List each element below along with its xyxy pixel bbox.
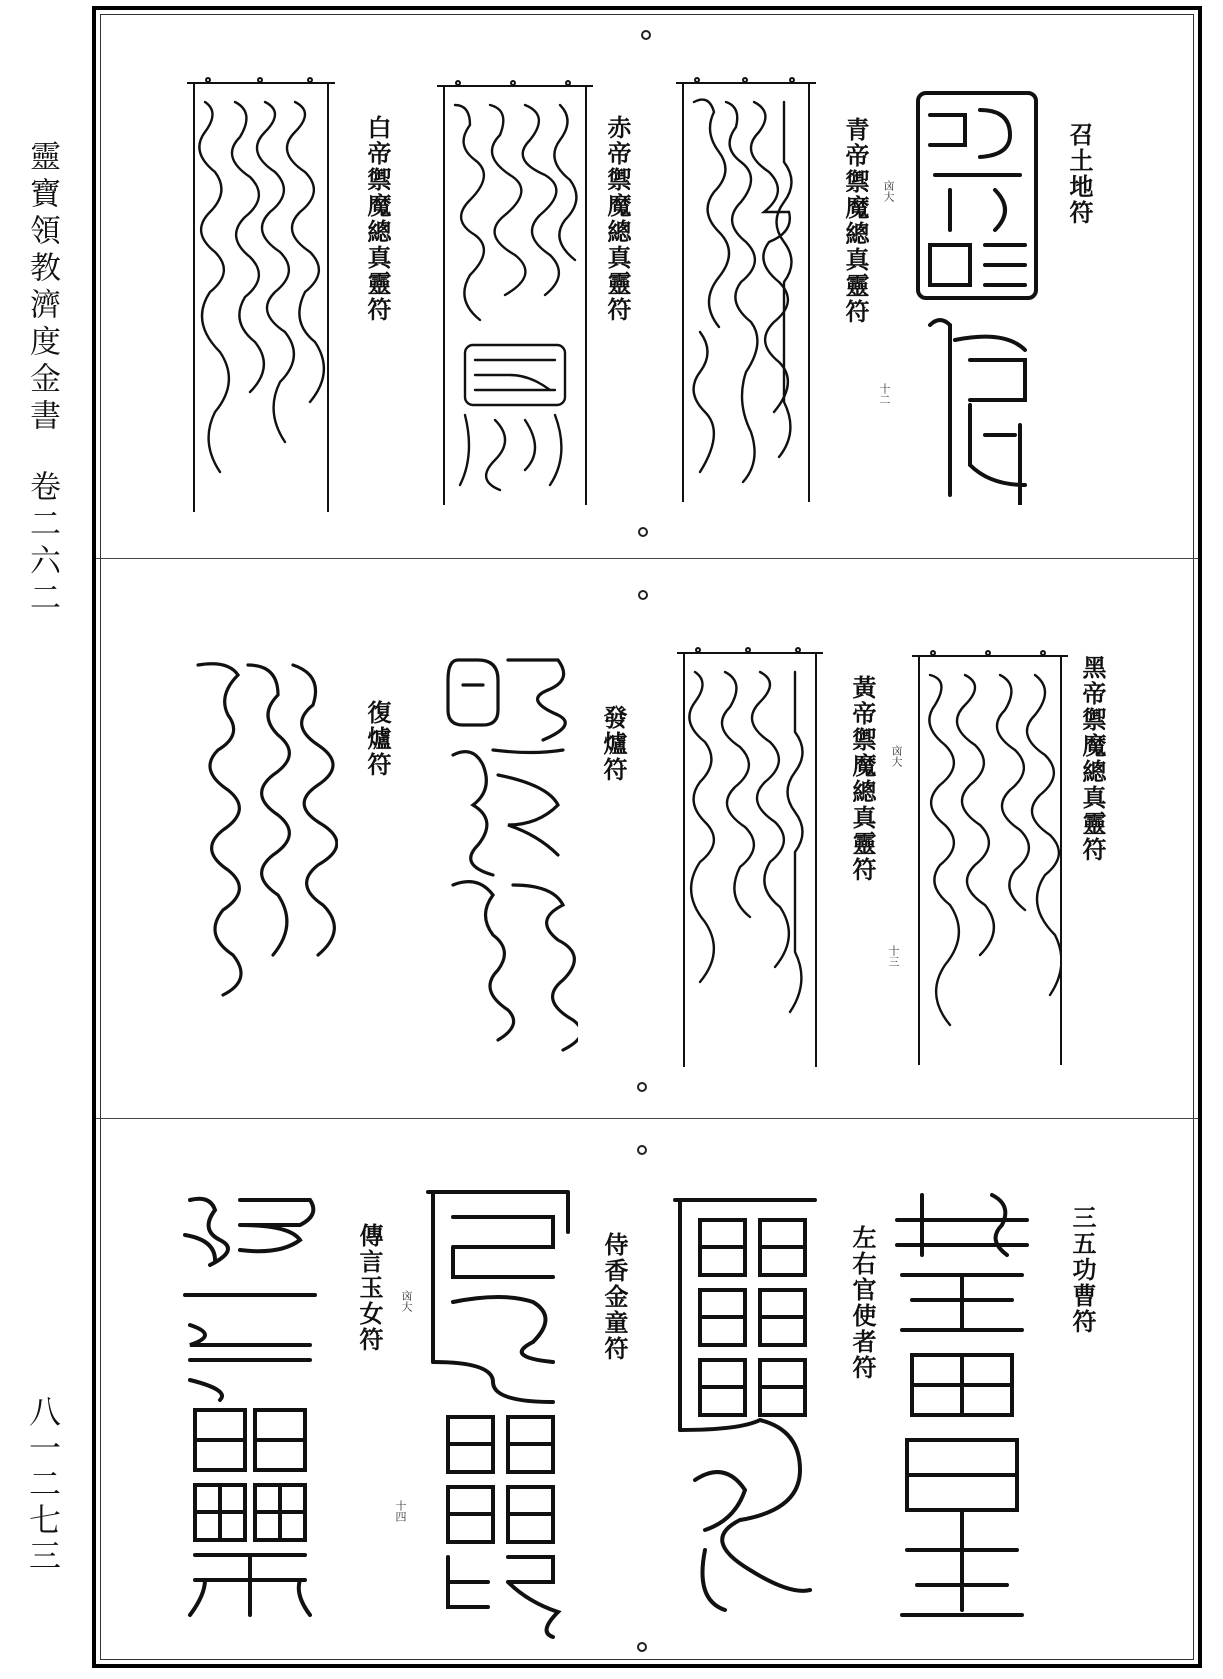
small-mark: 十三: [887, 945, 900, 967]
caption-falu: 發爐符: [599, 705, 628, 783]
small-mark: 㐫大: [882, 180, 895, 202]
talisman-zuoyou: [665, 1190, 825, 1630]
binding-hole: [637, 1642, 647, 1652]
binding-hole: [638, 527, 648, 537]
talisman-falu: [438, 645, 578, 1065]
caption-heidi: 黑帝禦魔總真靈符: [1078, 655, 1107, 863]
binding-hole: [641, 30, 651, 40]
talisman-huangdi: [683, 652, 817, 1067]
caption-qingdi: 青帝禦魔總真靈符: [841, 117, 870, 325]
talisman-baidi: [193, 82, 329, 512]
caption-zuoyou: 左右官使者符: [848, 1225, 877, 1381]
panel-divider: [96, 558, 1198, 559]
talisman-fulu: [188, 645, 338, 1035]
small-mark: 㐫大: [400, 1290, 413, 1312]
book-title-margin: [20, 140, 65, 618]
caption-huangdi: 黃帝禦魔總真靈符: [848, 675, 877, 883]
caption-baidi: 白帝禦魔總真靈符: [363, 115, 392, 323]
volume-label: 卷二六二: [24, 470, 60, 618]
book-title: 靈寶領教濟度金書: [24, 140, 60, 436]
talisman-heidi: [918, 655, 1062, 1065]
binding-hole: [637, 1145, 647, 1155]
caption-zhaotu: 召土地符: [1065, 122, 1094, 226]
talisman-sanwu: [882, 1185, 1042, 1625]
binding-hole: [637, 1082, 647, 1092]
caption-sanwu: 三五功曹符: [1068, 1205, 1097, 1335]
small-mark: 十二: [878, 383, 891, 405]
talisman-chidi: [443, 85, 587, 505]
caption-shixiang: 侍香金童符: [600, 1232, 629, 1362]
small-mark: 㐫大: [890, 745, 903, 767]
caption-fulu: 復爐符: [363, 700, 392, 778]
talisman-zhaotu-seal: [910, 85, 1045, 505]
caption-chuanyan: 傳言玉女符: [355, 1223, 384, 1353]
page-number: 八一二七三: [24, 1395, 62, 1575]
panel-divider: [96, 1118, 1198, 1119]
talisman-shixiang: [418, 1182, 578, 1642]
caption-chidi: 赤帝禦魔總真靈符: [603, 115, 632, 323]
small-mark: 十四: [394, 1500, 407, 1522]
talisman-qingdi: [682, 82, 810, 502]
talisman-chuanyan: [170, 1185, 330, 1625]
binding-hole: [638, 590, 648, 600]
